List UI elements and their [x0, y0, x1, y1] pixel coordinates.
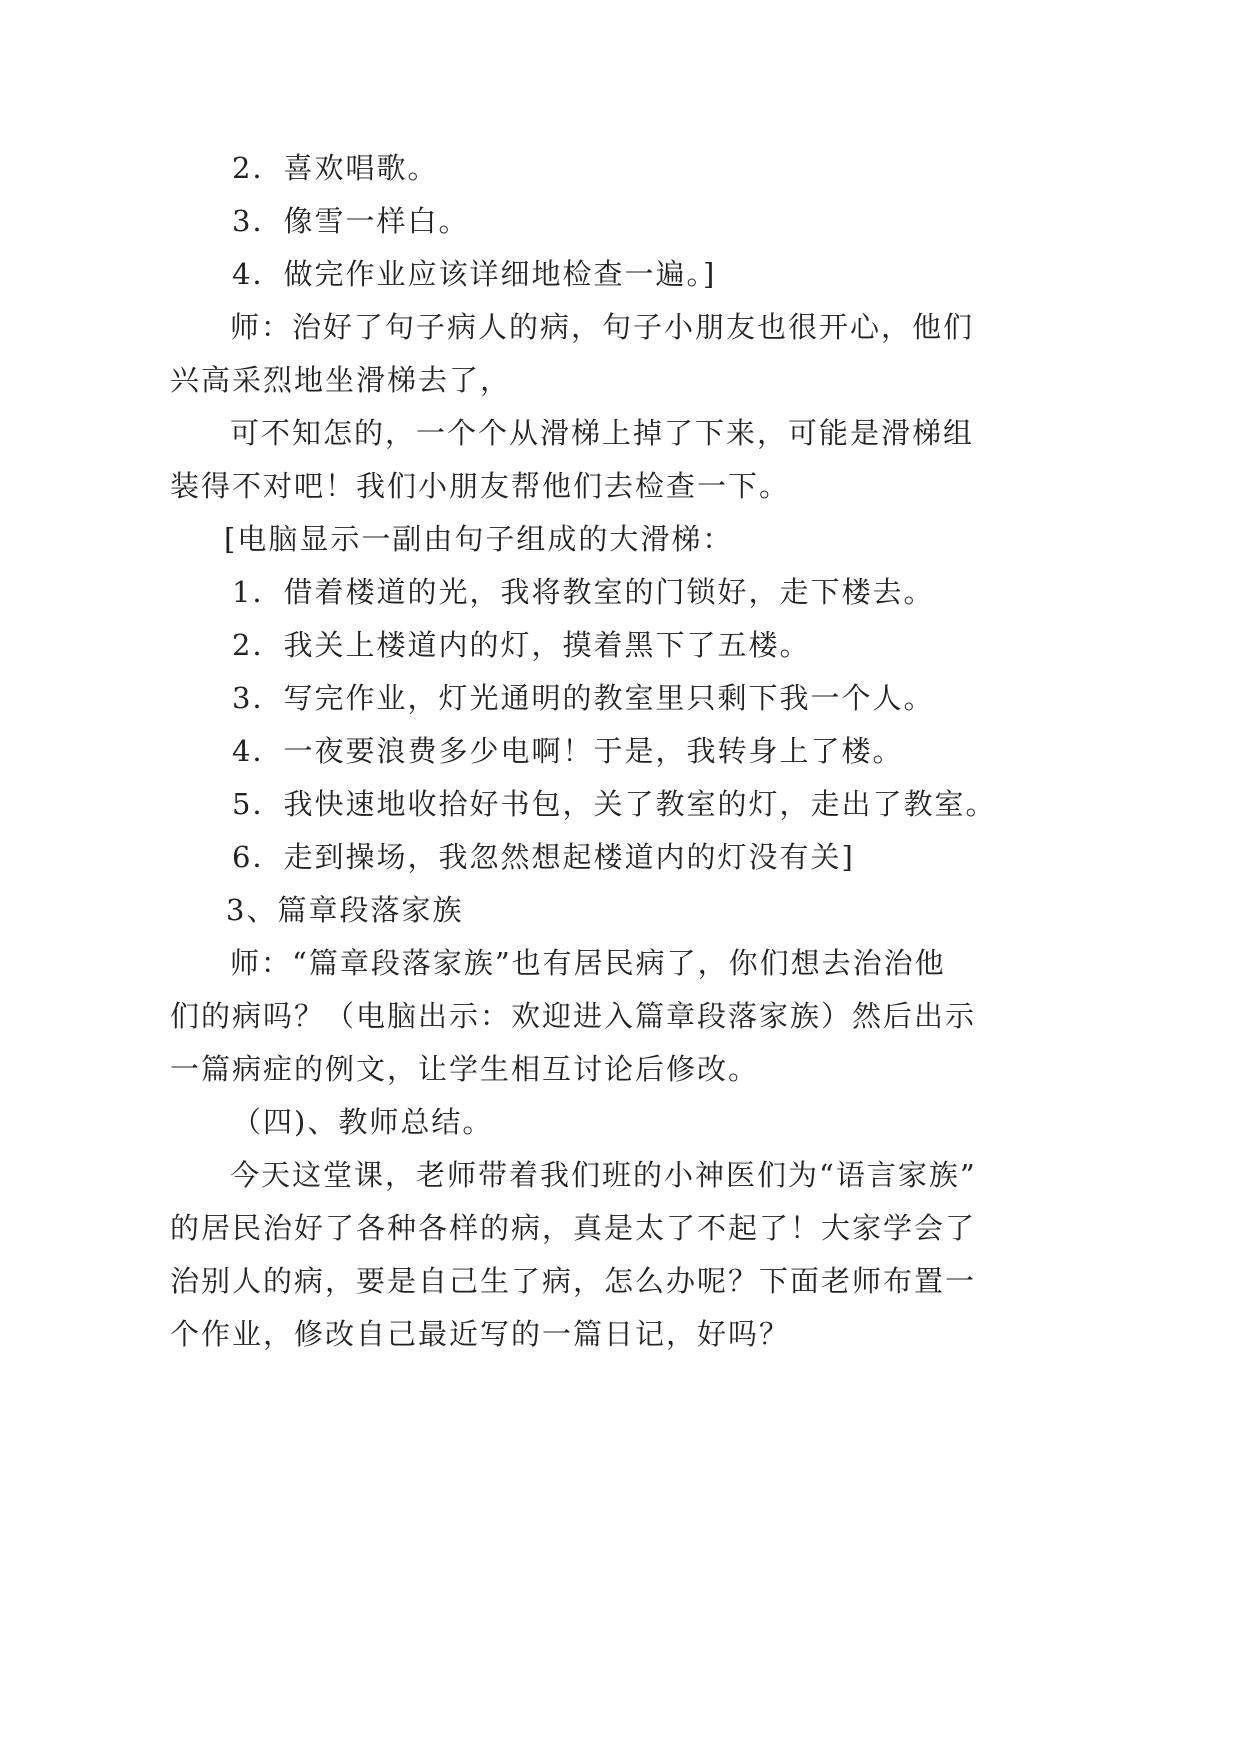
paragraph-line: 们的病吗？（电脑出示：欢迎进入篇章段落家族）然后出示 [170, 999, 977, 1033]
slide-sentence-5: 5．我快速地收拾好书包，关了教室的灯，走出了教室。 [232, 787, 997, 821]
section-heading: 3、篇章段落家族 [226, 893, 464, 927]
paragraph-line: 一篇病症的例文，让学生相互讨论后修改。 [170, 1052, 760, 1086]
section-heading: （四)、教师总结。 [232, 1105, 494, 1139]
list-item-3: 3．像雪一样白。 [232, 204, 470, 238]
slide-sentence-1: 1．借着楼道的光，我将教室的门锁好，走下楼去。 [232, 575, 935, 609]
list-item-2: 2．喜欢唱歌。 [232, 151, 439, 185]
paragraph-line: 兴高采烈地坐滑梯去了， [170, 363, 512, 397]
slide-sentence-3: 3．写完作业，灯光通明的教室里只剩下我一个人。 [232, 681, 935, 715]
paragraph-line: 个作业，修改自己最近写的一篇日记，好吗？ [170, 1317, 791, 1351]
paragraph-line: 治别人的病，要是自己生了病，怎么办呢？下面老师布置一 [170, 1264, 977, 1298]
slide-sentence-2: 2．我关上楼道内的灯，摸着黑下了五楼。 [232, 628, 811, 662]
slide-sentence-6: 6．走到操场，我忽然想起楼道内的灯没有关] [232, 840, 855, 874]
list-item-4: 4．做完作业应该详细地检查一遍。] [232, 257, 717, 291]
paragraph-line: 今天这堂课，老师带着我们班的小神医们为“语言家族” [230, 1158, 977, 1192]
paragraph-line: 师：治好了句子病人的病，句子小朋友也很开心，他们 [230, 310, 975, 344]
paragraph-line: 师：“篇章段落家族”也有居民病了，你们想去治治他 [230, 946, 946, 980]
paragraph-line: [电脑显示一副由句子组成的大滑梯： [224, 522, 734, 556]
paragraph-line: 装得不对吧！我们小朋友帮他们去检查一下。 [170, 469, 791, 503]
slide-sentence-4: 4．一夜要浪费多少电啊！于是，我转身上了楼。 [232, 734, 904, 768]
paragraph-line: 可不知怎的，一个个从滑梯上掉了下来，可能是滑梯组 [230, 416, 975, 450]
paragraph-line: 的居民治好了各种各样的病，真是太了不起了！大家学会了 [170, 1211, 977, 1245]
